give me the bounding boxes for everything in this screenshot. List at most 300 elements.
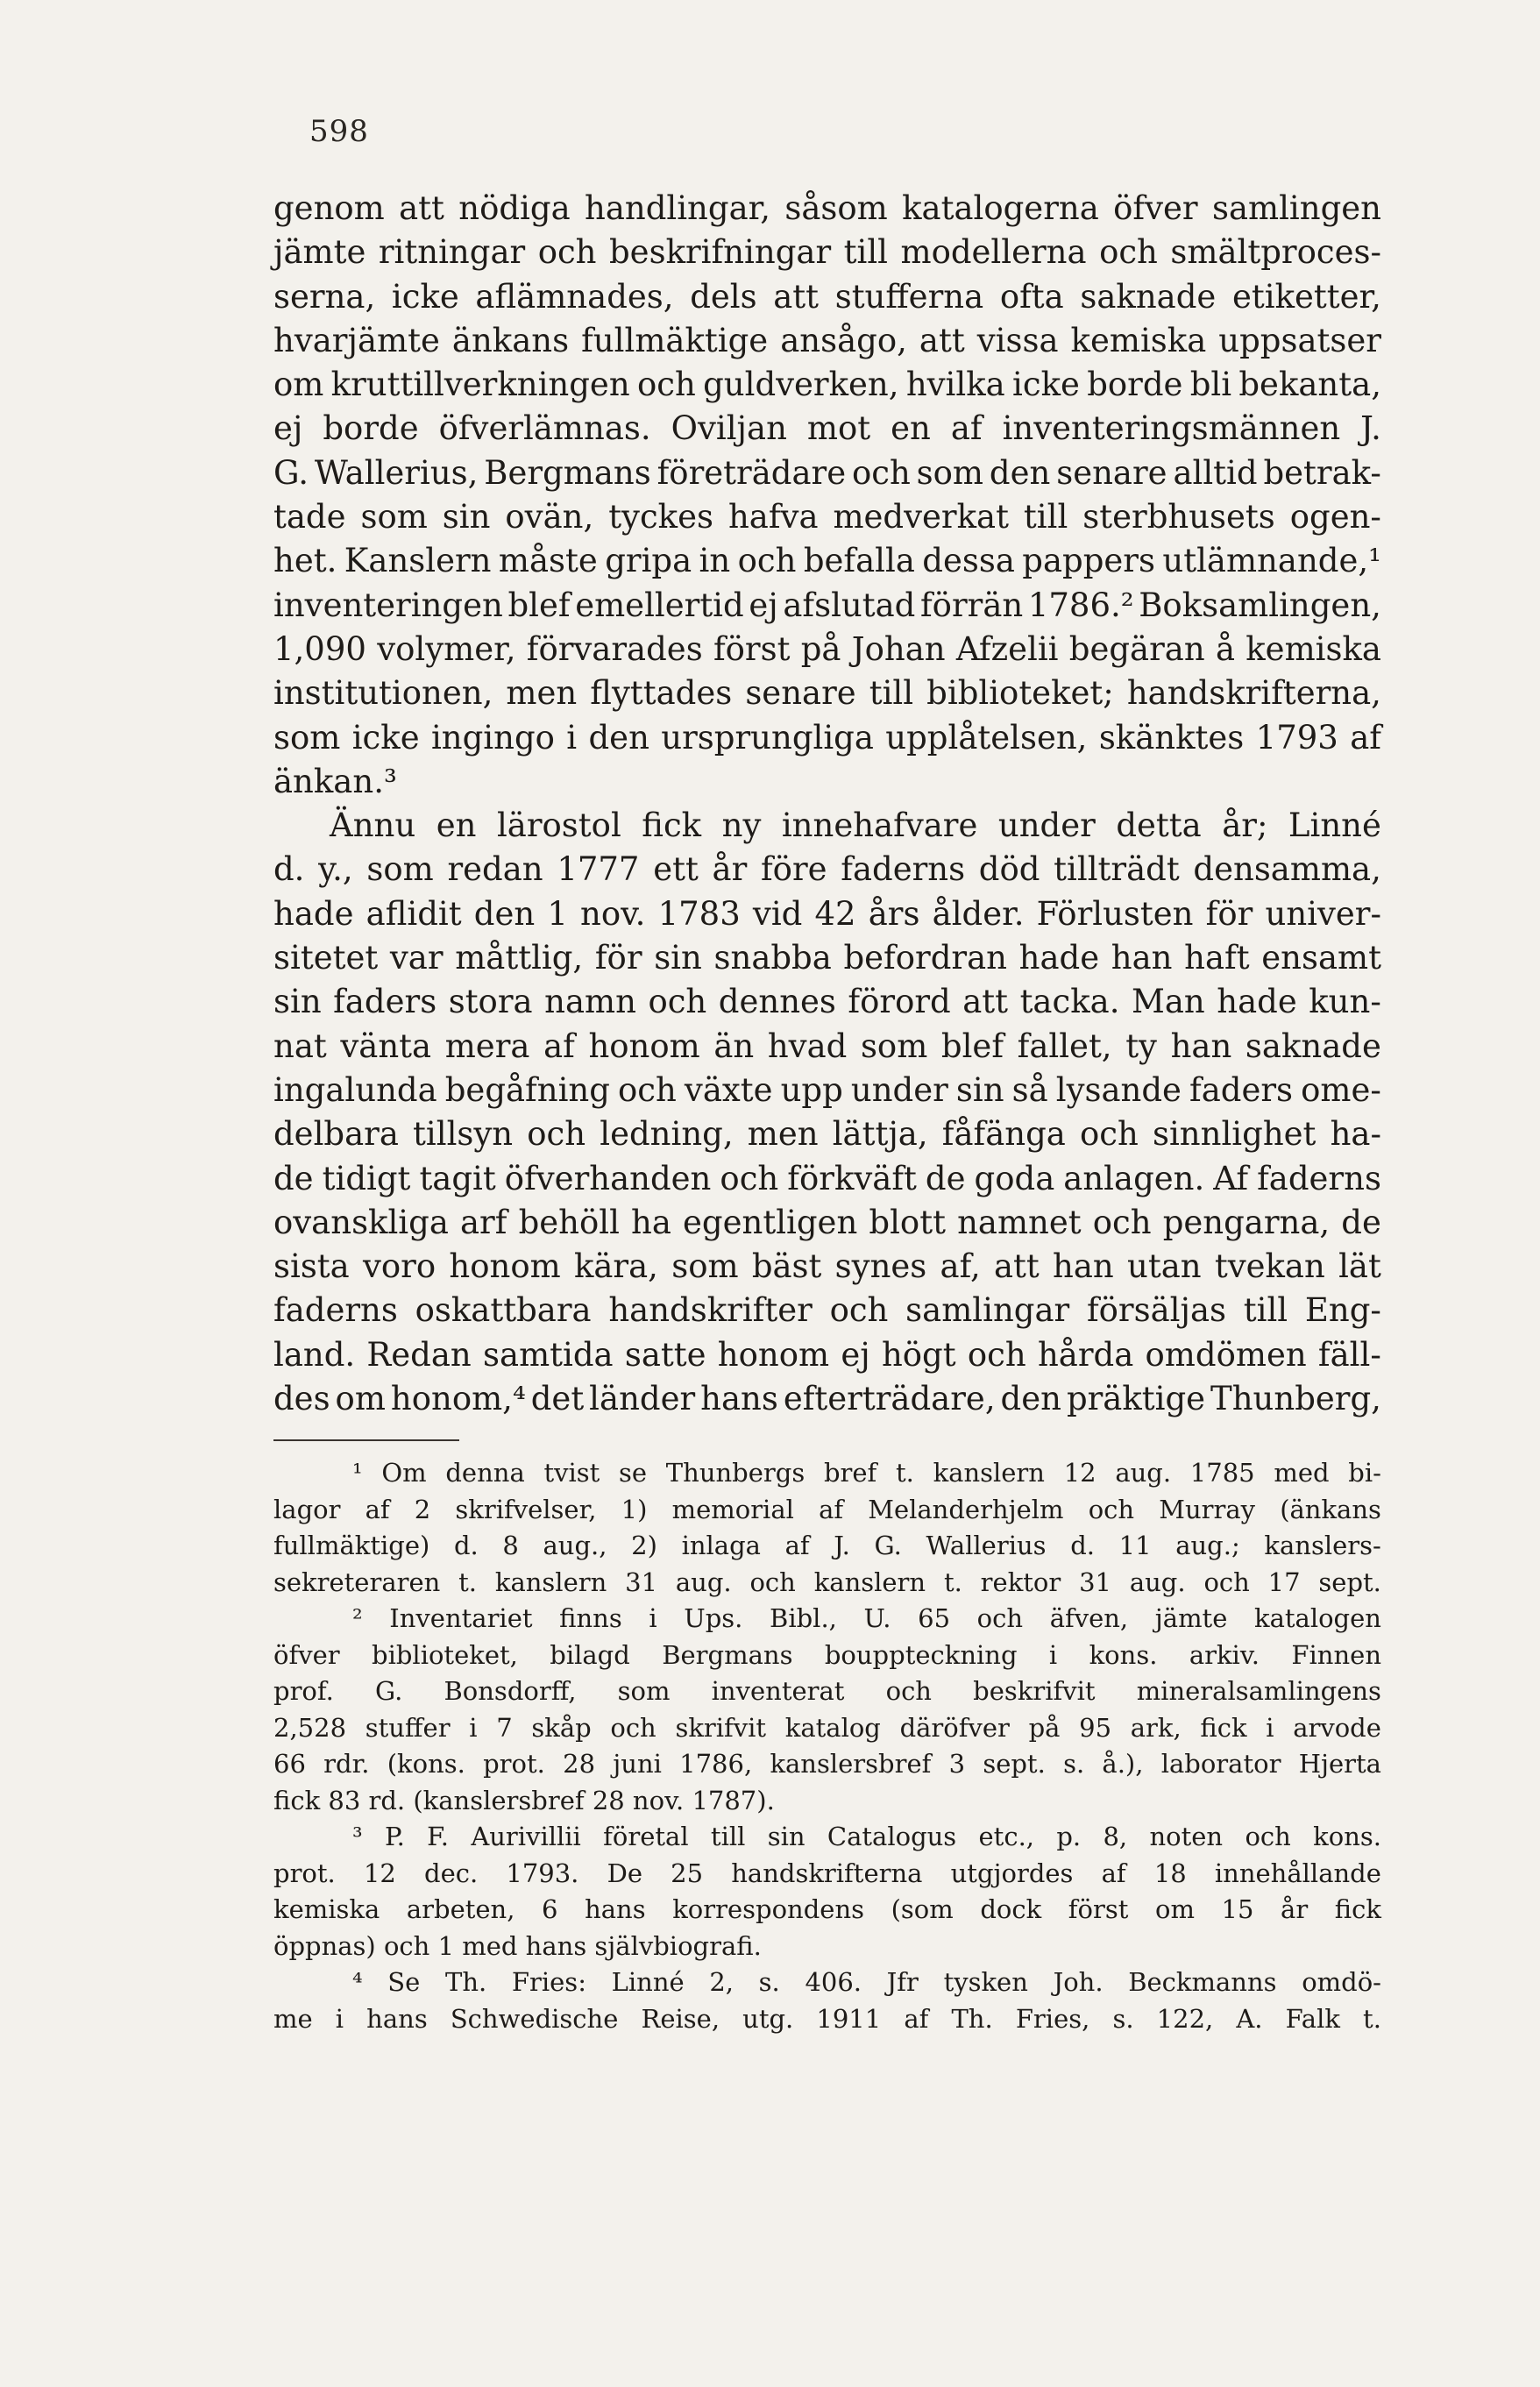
word: befordran bbox=[843, 939, 1007, 977]
word: 25 bbox=[671, 1858, 704, 1888]
word: ej bbox=[841, 1335, 870, 1374]
word: G. bbox=[273, 453, 309, 492]
word: Catalogus bbox=[827, 1822, 957, 1851]
word: ome- bbox=[1301, 1070, 1381, 1109]
word: prof. bbox=[273, 1676, 334, 1706]
word: afslutad bbox=[783, 586, 916, 624]
word: men bbox=[747, 1115, 819, 1154]
word: sin bbox=[273, 983, 322, 1021]
word: fullmäktige bbox=[581, 321, 769, 359]
word: öfverhanden bbox=[504, 1159, 712, 1197]
word: mera bbox=[444, 1027, 530, 1065]
word: J. bbox=[834, 1531, 850, 1560]
word: fick bbox=[1200, 1712, 1247, 1743]
word: stufferna bbox=[834, 277, 984, 316]
word: kanslersbref bbox=[770, 1749, 932, 1779]
word: G. bbox=[874, 1531, 902, 1560]
word: Bonsdorff, bbox=[444, 1676, 577, 1706]
word: under bbox=[997, 806, 1096, 845]
word: utgjordes bbox=[950, 1858, 1074, 1888]
word: och bbox=[1092, 1203, 1152, 1241]
word: anlagen. bbox=[1063, 1159, 1205, 1197]
word: skåp bbox=[531, 1712, 592, 1743]
word: handskrifter bbox=[608, 1291, 813, 1330]
word: prot. bbox=[483, 1749, 545, 1779]
word: beskrifvit bbox=[973, 1676, 1096, 1706]
body-line bbox=[273, 231, 1381, 274]
word: af bbox=[950, 409, 983, 448]
body-line bbox=[273, 1025, 1381, 1069]
word: tillsyn bbox=[413, 1115, 514, 1154]
word: Falk bbox=[1285, 2003, 1340, 2034]
word: och bbox=[1099, 233, 1158, 272]
word: och bbox=[851, 453, 911, 492]
word: hvad bbox=[767, 1027, 848, 1065]
footnote-line bbox=[273, 1964, 1381, 2001]
word: Fries: bbox=[511, 1967, 586, 1997]
word: 31 bbox=[1079, 1566, 1111, 1597]
word: me bbox=[273, 2003, 313, 2034]
word: den bbox=[989, 453, 1051, 492]
word: snabba bbox=[713, 939, 832, 977]
footnote-line: öppnas) och 1 med hans självbiografi. bbox=[273, 1930, 762, 1961]
word: inventeringsmännen bbox=[1002, 409, 1341, 448]
word: hade bbox=[1217, 983, 1297, 1021]
footnote-line: fick 83 rd. (kanslersbref 28 nov. 1787). bbox=[273, 1785, 775, 1815]
word: Förlusten bbox=[1036, 894, 1194, 933]
word: G. bbox=[374, 1676, 403, 1706]
word: icke bbox=[1012, 366, 1080, 404]
word: och bbox=[618, 1070, 677, 1109]
word: ty bbox=[1125, 1027, 1157, 1065]
word: skrifvit bbox=[675, 1712, 767, 1743]
word: arbeten, bbox=[406, 1894, 515, 1924]
word: bref bbox=[823, 1458, 877, 1488]
word: detta bbox=[1116, 806, 1202, 845]
word: Boksamlingen, bbox=[1139, 586, 1381, 624]
word: icke bbox=[391, 277, 459, 316]
word: bekanta, bbox=[1238, 366, 1381, 404]
word: Aurivillii bbox=[471, 1822, 581, 1851]
word: kanslern bbox=[494, 1566, 607, 1597]
word: biblioteket, bbox=[372, 1639, 518, 1670]
word: borde bbox=[323, 409, 419, 448]
word: på bbox=[800, 629, 841, 668]
word: senare bbox=[1056, 453, 1167, 492]
word: utan bbox=[1127, 1247, 1202, 1286]
word: tyckes bbox=[608, 498, 713, 536]
word: hans bbox=[585, 1894, 646, 1924]
word: arkiv. bbox=[1189, 1639, 1260, 1670]
word: 3 bbox=[948, 1749, 966, 1779]
word: och bbox=[1088, 1494, 1135, 1524]
word: af bbox=[784, 1531, 810, 1560]
word: fäll- bbox=[1317, 1335, 1381, 1374]
word: såsom bbox=[784, 189, 888, 227]
word: faders bbox=[1189, 1070, 1294, 1109]
word: handskrifterna bbox=[731, 1858, 923, 1888]
word: företrädare bbox=[656, 453, 847, 492]
word: år bbox=[712, 850, 748, 889]
word: faderns bbox=[1257, 1159, 1381, 1197]
word: honom bbox=[588, 1027, 700, 1065]
word: efterträdare, bbox=[783, 1380, 996, 1418]
word: memorial bbox=[671, 1494, 794, 1524]
body-line bbox=[273, 584, 1381, 628]
word: pappers bbox=[1022, 542, 1155, 580]
body-line bbox=[273, 1069, 1381, 1112]
word: sitetet bbox=[273, 939, 379, 977]
word: 7 bbox=[496, 1712, 513, 1743]
word: Inventariet bbox=[389, 1603, 533, 1633]
word: se bbox=[619, 1458, 648, 1488]
word: år; bbox=[1222, 806, 1268, 845]
body-line bbox=[273, 716, 1381, 760]
body-line bbox=[273, 848, 1381, 892]
body-line bbox=[273, 1245, 1381, 1289]
word: handskrifterna, bbox=[1126, 674, 1381, 713]
word: ett bbox=[653, 850, 699, 889]
word: kanslern bbox=[813, 1566, 926, 1597]
word: vid bbox=[752, 894, 803, 933]
word: 2, bbox=[709, 1967, 735, 1997]
word: han bbox=[1111, 939, 1173, 977]
word: upplåtelsen, bbox=[885, 718, 1088, 757]
word: F. bbox=[427, 1822, 449, 1851]
word: och bbox=[610, 1712, 656, 1743]
word: redan bbox=[447, 850, 543, 889]
word: bilagd bbox=[550, 1639, 630, 1670]
word: 6 bbox=[542, 1894, 558, 1924]
word: ansågo, bbox=[780, 321, 907, 359]
body-line bbox=[273, 892, 1381, 936]
word: att bbox=[993, 1247, 1040, 1286]
word: Bibl., bbox=[770, 1603, 837, 1633]
word: dec. bbox=[424, 1858, 479, 1888]
word: 18 bbox=[1153, 1858, 1187, 1888]
word: arvode bbox=[1293, 1712, 1381, 1743]
word: som bbox=[671, 1247, 739, 1286]
word: begäran bbox=[1068, 629, 1205, 668]
word: s. bbox=[1112, 2003, 1134, 2034]
word: land. bbox=[273, 1335, 356, 1374]
page-number: 598 bbox=[309, 114, 369, 149]
word: å bbox=[1215, 629, 1235, 668]
word: 8 bbox=[502, 1531, 519, 1560]
word: men bbox=[506, 674, 578, 713]
word: ¹ bbox=[352, 1458, 363, 1488]
word: gripa bbox=[605, 542, 692, 580]
word: tidigt bbox=[322, 1159, 411, 1197]
word: ogen- bbox=[1289, 498, 1381, 536]
word: korrespondens bbox=[672, 1894, 865, 1924]
word: ritningar bbox=[378, 233, 526, 272]
word: sekreteraren bbox=[273, 1566, 441, 1597]
word: 122, bbox=[1156, 2003, 1214, 2034]
word: var bbox=[389, 939, 444, 977]
word: 1786.² bbox=[1027, 586, 1134, 624]
word: U. bbox=[863, 1603, 891, 1633]
word: och bbox=[1080, 1115, 1139, 1154]
word: tagit bbox=[419, 1159, 496, 1197]
word: och bbox=[527, 1115, 586, 1154]
body-line bbox=[273, 451, 1381, 495]
word: katalog bbox=[784, 1712, 881, 1743]
word: ålder. bbox=[932, 894, 1025, 933]
word: som bbox=[860, 1027, 928, 1065]
word: J. bbox=[1360, 409, 1381, 448]
word: serna, bbox=[273, 277, 376, 316]
word: bli bbox=[1189, 366, 1232, 404]
word: modellerna bbox=[900, 233, 1087, 272]
word: han bbox=[1170, 1027, 1232, 1065]
word: De bbox=[607, 1858, 642, 1888]
word: af bbox=[1350, 718, 1381, 757]
word: dennes bbox=[718, 983, 836, 1021]
word: bouppteckning bbox=[824, 1639, 1018, 1670]
word: uppsatser bbox=[1218, 321, 1381, 359]
word: förrän bbox=[919, 586, 1024, 624]
word: nat bbox=[273, 1027, 327, 1065]
word: jämte bbox=[273, 233, 366, 272]
word: fick bbox=[1334, 1894, 1381, 1924]
word: Wallerius bbox=[926, 1531, 1047, 1560]
body-line bbox=[273, 1333, 1381, 1377]
word: och bbox=[1203, 1566, 1250, 1597]
word: af bbox=[1101, 1858, 1126, 1888]
word: för bbox=[594, 939, 642, 977]
word: densamma, bbox=[1193, 850, 1381, 889]
word: blef bbox=[940, 1027, 1004, 1065]
word: katalogerna bbox=[902, 189, 1099, 227]
word: Linné bbox=[1288, 806, 1381, 845]
word: faderns bbox=[841, 850, 966, 889]
word: i bbox=[649, 1603, 657, 1633]
word: med bbox=[1274, 1458, 1330, 1488]
word: förvarades bbox=[526, 629, 703, 668]
body-line bbox=[273, 187, 1381, 231]
word: utg. bbox=[742, 2003, 794, 2034]
word: 42 bbox=[814, 894, 856, 933]
word: Finnen bbox=[1291, 1639, 1381, 1670]
word: icke bbox=[351, 718, 420, 757]
footnote-line bbox=[273, 1819, 1381, 1856]
word: alltid bbox=[1173, 453, 1258, 492]
word: ark, bbox=[1130, 1712, 1182, 1743]
body-line bbox=[273, 936, 1381, 980]
word: ha- bbox=[1330, 1115, 1381, 1154]
word: etc., bbox=[978, 1822, 1035, 1851]
word: till bbox=[1023, 498, 1068, 536]
word: en bbox=[891, 409, 931, 448]
word: flyttades bbox=[590, 674, 733, 713]
word: sept. bbox=[983, 1749, 1046, 1779]
word: sin bbox=[767, 1822, 805, 1851]
word: ingingo bbox=[430, 718, 555, 757]
word: till bbox=[710, 1822, 746, 1851]
word: beskrifningar bbox=[609, 233, 832, 272]
word: betrak- bbox=[1263, 453, 1381, 492]
word: hans bbox=[366, 2003, 428, 2034]
footnote-line bbox=[273, 1528, 1381, 1565]
word: 1785 bbox=[1189, 1458, 1255, 1488]
word: öfver bbox=[273, 1639, 340, 1670]
word: Man bbox=[1131, 983, 1205, 1021]
word: öfverlämnas. bbox=[438, 409, 651, 448]
word: växte bbox=[684, 1070, 773, 1109]
word: s. bbox=[758, 1967, 780, 1997]
word: på bbox=[1028, 1712, 1061, 1743]
word: som bbox=[916, 453, 984, 492]
word: 31 bbox=[625, 1566, 658, 1597]
word: hvilka bbox=[905, 366, 1005, 404]
word: pengarna, bbox=[1162, 1203, 1331, 1241]
word: tysken bbox=[943, 1967, 1028, 1997]
word: Thunberg, bbox=[1210, 1380, 1381, 1418]
word: och bbox=[537, 233, 597, 272]
word: kun- bbox=[1309, 983, 1381, 1021]
word: sin bbox=[654, 939, 702, 977]
word: P. bbox=[384, 1822, 405, 1851]
word: om bbox=[335, 1380, 386, 1418]
word: blef bbox=[507, 586, 571, 624]
footnote-line bbox=[273, 1856, 1381, 1893]
footnotes bbox=[273, 1455, 1381, 2037]
word: af bbox=[819, 1494, 844, 1524]
word: aug.; bbox=[1175, 1531, 1240, 1560]
word: satte bbox=[624, 1335, 706, 1374]
word: som bbox=[273, 718, 341, 757]
word: tvekan bbox=[1214, 1247, 1325, 1286]
word: aflämnades, bbox=[475, 277, 674, 316]
word: juni bbox=[613, 1749, 662, 1779]
word: 12 bbox=[1063, 1458, 1096, 1488]
word: ensamt bbox=[1261, 939, 1381, 977]
word: het. bbox=[273, 542, 337, 580]
word: Eng- bbox=[1304, 1291, 1381, 1330]
word: inlaga bbox=[681, 1531, 761, 1560]
word: denna bbox=[445, 1458, 525, 1488]
word: tade bbox=[273, 498, 346, 536]
word: laborator bbox=[1160, 1749, 1281, 1779]
footnote-line bbox=[273, 1601, 1381, 1638]
word: behöll bbox=[518, 1203, 620, 1241]
word: död bbox=[978, 850, 1040, 889]
word: d. bbox=[273, 850, 305, 889]
word: utlämnande,¹ bbox=[1162, 542, 1381, 580]
word: des bbox=[273, 1380, 330, 1418]
word: kemiska bbox=[1245, 629, 1381, 668]
word: ledning, bbox=[600, 1115, 734, 1154]
word: skrifvelser, bbox=[455, 1494, 597, 1524]
word: t. bbox=[1363, 2003, 1381, 2034]
body-line bbox=[273, 980, 1381, 1024]
word: Se bbox=[387, 1967, 421, 1997]
word: af bbox=[904, 2003, 929, 2034]
word: dels bbox=[690, 277, 757, 316]
word: Kanslern bbox=[344, 542, 492, 580]
word: namn bbox=[544, 983, 636, 1021]
word: namnet bbox=[957, 1203, 1082, 1241]
word: innehållande bbox=[1214, 1858, 1381, 1888]
word: Ups. bbox=[684, 1603, 743, 1633]
word: 1,090 bbox=[273, 629, 366, 668]
word: hade bbox=[1018, 939, 1100, 977]
word: till bbox=[1243, 1291, 1288, 1330]
word: dessa bbox=[922, 542, 1015, 580]
word: noten bbox=[1149, 1822, 1224, 1851]
word: hårda bbox=[1037, 1335, 1134, 1374]
word: lät bbox=[1338, 1247, 1381, 1286]
body-line bbox=[273, 804, 1381, 848]
word: Schwedische bbox=[450, 2003, 619, 2034]
word: (kons. bbox=[387, 1749, 465, 1779]
word: oskattbara bbox=[415, 1291, 592, 1330]
word: 15 bbox=[1221, 1894, 1254, 1924]
word: att bbox=[962, 983, 1009, 1021]
word: 1783 bbox=[657, 894, 741, 933]
word: ha bbox=[631, 1203, 671, 1241]
footnote-line bbox=[273, 1892, 1381, 1929]
word: vänta bbox=[340, 1027, 432, 1065]
word: 1786, bbox=[679, 1749, 753, 1779]
word: att bbox=[399, 189, 444, 227]
word: års bbox=[868, 894, 920, 933]
word: tillträdt bbox=[1054, 850, 1180, 889]
word: sista bbox=[273, 1247, 350, 1286]
word: upp bbox=[780, 1070, 843, 1109]
word: biblioteket; bbox=[926, 674, 1114, 713]
word: de bbox=[925, 1159, 966, 1197]
word: ovanskliga bbox=[273, 1203, 449, 1241]
word: de bbox=[1341, 1203, 1381, 1241]
footnote-line bbox=[273, 2001, 1381, 2038]
word: att bbox=[773, 277, 820, 316]
word: äfven, bbox=[1049, 1603, 1129, 1633]
word: stuffer bbox=[365, 1712, 451, 1743]
word: befalla bbox=[803, 542, 915, 580]
word: den bbox=[473, 894, 536, 933]
word: änkans bbox=[451, 321, 570, 359]
word: finns bbox=[559, 1603, 622, 1633]
word: rektor bbox=[980, 1566, 1061, 1597]
word: 11 bbox=[1118, 1531, 1152, 1560]
body-line bbox=[273, 1289, 1381, 1332]
footnote-line bbox=[273, 1455, 1381, 1492]
word: vissa bbox=[976, 321, 1059, 359]
word: kanslern bbox=[933, 1458, 1045, 1488]
word: 1777 bbox=[557, 850, 640, 889]
word: Hjerta bbox=[1298, 1749, 1381, 1779]
word: först bbox=[1068, 1894, 1129, 1924]
word: tacka. bbox=[1019, 983, 1120, 1021]
word: i bbox=[1266, 1712, 1274, 1743]
word: den bbox=[588, 718, 649, 757]
word: saknade bbox=[1080, 277, 1217, 316]
word: fallet, bbox=[1017, 1027, 1112, 1065]
word: af bbox=[365, 1494, 390, 1524]
body-line bbox=[273, 319, 1381, 363]
word: den bbox=[1000, 1380, 1061, 1418]
word: nov. bbox=[580, 894, 646, 933]
word: Linné bbox=[611, 1967, 685, 1997]
word: först bbox=[713, 629, 791, 668]
word: etiketter, bbox=[1231, 277, 1381, 316]
word: ej bbox=[749, 586, 778, 624]
word: kära, bbox=[573, 1247, 658, 1286]
word: han bbox=[1053, 1247, 1114, 1286]
word: emellertid bbox=[575, 586, 744, 624]
